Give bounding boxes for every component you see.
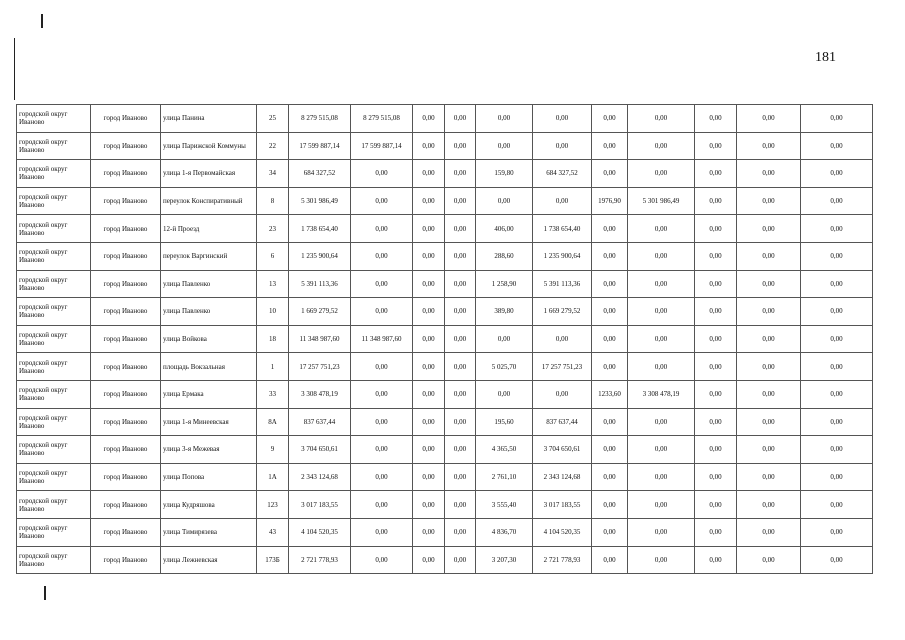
cost-col-13-cell: 0,00 [695,215,737,243]
cost-col-8-cell: 0,00 [445,132,476,160]
city-cell: город Иваново [91,518,161,546]
cost-col-15-cell: 0,00 [801,491,873,519]
cost-col-14-cell: 0,00 [737,215,801,243]
cost-col-14-cell: 0,00 [737,463,801,491]
street-cell: площадь Вокзальная [161,353,257,381]
total-cost-cell: 17 257 751,23 [289,353,351,381]
cost-col-10-cell: 5 391 113,36 [533,270,592,298]
cost-col-14-cell: 0,00 [737,408,801,436]
street-cell: улица Парижской Коммуны [161,132,257,160]
cost-col-14-cell: 0,00 [737,518,801,546]
cost-col-6-cell: 0,00 [351,215,413,243]
area-cell: 288,60 [476,242,533,270]
cost-col-12-cell: 0,00 [628,132,695,160]
cost-col-14-cell: 0,00 [737,187,801,215]
cost-col-15-cell: 0,00 [801,298,873,326]
cost-col-6-cell: 0,00 [351,353,413,381]
cost-col-6-cell: 0,00 [351,518,413,546]
cost-col-14-cell: 0,00 [737,160,801,188]
total-cost-cell: 3 704 650,61 [289,436,351,464]
total-cost-cell: 4 104 520,35 [289,518,351,546]
cost-col-7-cell: 0,00 [413,408,445,436]
cost-col-12-cell: 0,00 [628,353,695,381]
table-row [17,463,873,491]
total-cost-cell: 5 391 113,36 [289,270,351,298]
area-col-11-cell: 0,00 [592,160,628,188]
total-cost-cell: 684 327,52 [289,160,351,188]
municipality-cell: городской округ Иваново [17,408,91,436]
cost-col-15-cell: 0,00 [801,546,873,574]
cost-col-7-cell: 0,00 [413,187,445,215]
cost-col-15-cell: 0,00 [801,380,873,408]
house-number-cell: 8А [257,408,289,436]
cost-col-6-cell: 8 279 515,08 [351,105,413,133]
cost-col-13-cell: 0,00 [695,270,737,298]
cost-col-12-cell: 5 301 986,49 [628,187,695,215]
municipality-cell: городской округ Иваново [17,215,91,243]
city-cell: город Иваново [91,270,161,298]
cost-col-6-cell: 0,00 [351,408,413,436]
area-col-11-cell: 0,00 [592,325,628,353]
house-number-cell: 43 [257,518,289,546]
cost-col-7-cell: 0,00 [413,491,445,519]
table-row [17,215,873,243]
data-table [16,104,873,574]
cost-col-14-cell: 0,00 [737,325,801,353]
cost-col-8-cell: 0,00 [445,546,476,574]
area-col-11-cell: 0,00 [592,491,628,519]
street-cell: 12-й Проезд [161,215,257,243]
cost-col-12-cell: 0,00 [628,242,695,270]
area-col-11-cell: 1233,60 [592,380,628,408]
cost-col-15-cell: 0,00 [801,132,873,160]
cost-col-6-cell: 0,00 [351,546,413,574]
cost-col-7-cell: 0,00 [413,380,445,408]
table-row [17,270,873,298]
cost-col-15-cell: 0,00 [801,187,873,215]
cost-col-8-cell: 0,00 [445,187,476,215]
cost-col-7-cell: 0,00 [413,132,445,160]
area-col-11-cell: 0,00 [592,270,628,298]
cost-col-8-cell: 0,00 [445,463,476,491]
house-number-cell: 123 [257,491,289,519]
area-col-11-cell: 0,00 [592,298,628,326]
cost-col-13-cell: 0,00 [695,105,737,133]
cost-col-7-cell: 0,00 [413,270,445,298]
cost-col-15-cell: 0,00 [801,215,873,243]
table-row [17,380,873,408]
house-number-cell: 13 [257,270,289,298]
house-number-cell: 9 [257,436,289,464]
street-cell: улица Тимирязева [161,518,257,546]
city-cell: город Иваново [91,546,161,574]
cost-col-12-cell: 0,00 [628,215,695,243]
cost-col-8-cell: 0,00 [445,325,476,353]
cost-col-15-cell: 0,00 [801,325,873,353]
area-col-11-cell: 0,00 [592,132,628,160]
street-cell: улица Лежневская [161,546,257,574]
cost-col-13-cell: 0,00 [695,187,737,215]
cost-col-15-cell: 0,00 [801,105,873,133]
city-cell: город Иваново [91,160,161,188]
municipality-cell: городской округ Иваново [17,242,91,270]
cost-col-7-cell: 0,00 [413,325,445,353]
cost-col-12-cell: 0,00 [628,160,695,188]
street-cell: улица Павленко [161,298,257,326]
table-row [17,132,873,160]
cost-col-13-cell: 0,00 [695,242,737,270]
cost-col-10-cell: 3 704 650,61 [533,436,592,464]
cost-col-8-cell: 0,00 [445,380,476,408]
cost-col-14-cell: 0,00 [737,380,801,408]
cost-col-14-cell: 0,00 [737,270,801,298]
cost-col-12-cell: 0,00 [628,518,695,546]
cost-col-10-cell: 1 669 279,52 [533,298,592,326]
cost-col-15-cell: 0,00 [801,436,873,464]
cost-col-8-cell: 0,00 [445,408,476,436]
table-row [17,518,873,546]
cost-col-10-cell: 684 327,52 [533,160,592,188]
cost-col-13-cell: 0,00 [695,436,737,464]
cost-col-8-cell: 0,00 [445,215,476,243]
cost-col-13-cell: 0,00 [695,325,737,353]
house-number-cell: 33 [257,380,289,408]
table-row [17,546,873,574]
area-cell: 0,00 [476,187,533,215]
city-cell: город Иваново [91,353,161,381]
street-cell: переулок Варгинский [161,242,257,270]
street-cell: улица 3-я Межевая [161,436,257,464]
cost-col-15-cell: 0,00 [801,353,873,381]
table-row [17,187,873,215]
municipality-cell: городской округ Иваново [17,160,91,188]
cost-col-8-cell: 0,00 [445,105,476,133]
cost-col-10-cell: 0,00 [533,380,592,408]
scan-mark-bottom [44,586,46,600]
cost-col-13-cell: 0,00 [695,353,737,381]
cost-col-7-cell: 0,00 [413,298,445,326]
cost-col-7-cell: 0,00 [413,353,445,381]
cost-col-14-cell: 0,00 [737,298,801,326]
cost-col-7-cell: 0,00 [413,546,445,574]
municipality-cell: городской округ Иваново [17,546,91,574]
municipality-cell: городской округ Иваново [17,105,91,133]
area-cell: 1 258,90 [476,270,533,298]
table-row [17,325,873,353]
cost-col-13-cell: 0,00 [695,298,737,326]
area-col-11-cell: 0,00 [592,436,628,464]
municipality-cell: городской округ Иваново [17,132,91,160]
total-cost-cell: 2 343 124,68 [289,463,351,491]
cost-col-15-cell: 0,00 [801,518,873,546]
house-number-cell: 34 [257,160,289,188]
total-cost-cell: 1 235 900,64 [289,242,351,270]
table-row [17,491,873,519]
house-number-cell: 10 [257,298,289,326]
total-cost-cell: 3 308 478,19 [289,380,351,408]
cost-col-13-cell: 0,00 [695,463,737,491]
cost-col-14-cell: 0,00 [737,546,801,574]
cost-col-12-cell: 0,00 [628,436,695,464]
municipality-cell: городской округ Иваново [17,270,91,298]
total-cost-cell: 837 637,44 [289,408,351,436]
cost-col-10-cell: 1 235 900,64 [533,242,592,270]
street-cell: улица Ермака [161,380,257,408]
city-cell: город Иваново [91,380,161,408]
cost-col-6-cell: 17 599 887,14 [351,132,413,160]
cost-col-10-cell: 17 257 751,23 [533,353,592,381]
area-col-11-cell: 0,00 [592,215,628,243]
street-cell: улица 1-я Первомайская [161,160,257,188]
cost-col-6-cell: 0,00 [351,160,413,188]
cost-col-10-cell: 2 721 778,93 [533,546,592,574]
street-cell: улица Попова [161,463,257,491]
total-cost-cell: 5 301 986,49 [289,187,351,215]
area-cell: 0,00 [476,380,533,408]
cost-col-12-cell: 0,00 [628,105,695,133]
city-cell: город Иваново [91,215,161,243]
area-cell: 0,00 [476,325,533,353]
table-row [17,298,873,326]
area-col-11-cell: 0,00 [592,518,628,546]
cost-col-14-cell: 0,00 [737,491,801,519]
cost-col-15-cell: 0,00 [801,408,873,436]
cost-col-6-cell: 0,00 [351,187,413,215]
cost-col-13-cell: 0,00 [695,380,737,408]
city-cell: город Иваново [91,491,161,519]
cost-col-8-cell: 0,00 [445,242,476,270]
total-cost-cell: 17 599 887,14 [289,132,351,160]
scan-mark-left [14,38,15,100]
area-col-11-cell: 0,00 [592,546,628,574]
area-cell: 195,60 [476,408,533,436]
total-cost-cell: 2 721 778,93 [289,546,351,574]
cost-col-6-cell: 0,00 [351,463,413,491]
cost-col-12-cell: 0,00 [628,298,695,326]
city-cell: город Иваново [91,298,161,326]
city-cell: город Иваново [91,242,161,270]
area-col-11-cell: 0,00 [592,463,628,491]
cost-col-14-cell: 0,00 [737,353,801,381]
cost-col-13-cell: 0,00 [695,491,737,519]
cost-col-10-cell: 0,00 [533,325,592,353]
area-col-11-cell: 0,00 [592,408,628,436]
cost-col-10-cell: 0,00 [533,132,592,160]
cost-col-13-cell: 0,00 [695,408,737,436]
street-cell: улица Павленко [161,270,257,298]
table-row [17,408,873,436]
cost-col-14-cell: 0,00 [737,132,801,160]
city-cell: город Иваново [91,325,161,353]
area-cell: 159,80 [476,160,533,188]
cost-col-7-cell: 0,00 [413,105,445,133]
cost-col-12-cell: 0,00 [628,491,695,519]
house-number-cell: 23 [257,215,289,243]
table-row [17,105,873,133]
scan-mark-top [41,14,43,28]
area-cell: 5 025,70 [476,353,533,381]
cost-col-12-cell: 3 308 478,19 [628,380,695,408]
cost-col-13-cell: 0,00 [695,518,737,546]
city-cell: город Иваново [91,105,161,133]
cost-col-15-cell: 0,00 [801,242,873,270]
cost-col-14-cell: 0,00 [737,105,801,133]
municipality-cell: городской округ Иваново [17,325,91,353]
cost-col-7-cell: 0,00 [413,436,445,464]
cost-col-6-cell: 0,00 [351,242,413,270]
municipality-cell: городской округ Иваново [17,518,91,546]
area-cell: 2 761,10 [476,463,533,491]
cost-col-8-cell: 0,00 [445,518,476,546]
area-cell: 4 836,70 [476,518,533,546]
area-col-11-cell: 1976,90 [592,187,628,215]
street-cell: улица Панина [161,105,257,133]
cost-col-8-cell: 0,00 [445,270,476,298]
cost-col-13-cell: 0,00 [695,132,737,160]
area-cell: 0,00 [476,105,533,133]
city-cell: город Иваново [91,436,161,464]
street-cell: улица Кудряшова [161,491,257,519]
cost-col-13-cell: 0,00 [695,160,737,188]
city-cell: город Иваново [91,132,161,160]
table-row [17,242,873,270]
total-cost-cell: 8 279 515,08 [289,105,351,133]
house-number-cell: 1А [257,463,289,491]
total-cost-cell: 1 669 279,52 [289,298,351,326]
municipality-cell: городской округ Иваново [17,187,91,215]
cost-col-15-cell: 0,00 [801,463,873,491]
area-cell: 0,00 [476,132,533,160]
cost-col-7-cell: 0,00 [413,160,445,188]
street-cell: улица 1-я Минеевская [161,408,257,436]
cost-col-7-cell: 0,00 [413,463,445,491]
cost-col-6-cell: 0,00 [351,270,413,298]
municipality-cell: городской округ Иваново [17,298,91,326]
table-row [17,353,873,381]
cost-col-10-cell: 837 637,44 [533,408,592,436]
cost-col-12-cell: 0,00 [628,408,695,436]
cost-col-6-cell: 0,00 [351,491,413,519]
area-cell: 406,00 [476,215,533,243]
city-cell: город Иваново [91,408,161,436]
cost-col-8-cell: 0,00 [445,353,476,381]
cost-col-7-cell: 0,00 [413,215,445,243]
cost-col-6-cell: 11 348 987,60 [351,325,413,353]
cost-col-10-cell: 4 104 520,35 [533,518,592,546]
house-number-cell: 22 [257,132,289,160]
municipality-cell: городской округ Иваново [17,436,91,464]
cost-col-10-cell: 1 738 654,40 [533,215,592,243]
cost-col-12-cell: 0,00 [628,463,695,491]
cost-col-10-cell: 2 343 124,68 [533,463,592,491]
total-cost-cell: 11 348 987,60 [289,325,351,353]
table-row [17,160,873,188]
page-number: 181 [815,50,836,65]
house-number-cell: 25 [257,105,289,133]
cost-col-10-cell: 0,00 [533,105,592,133]
city-cell: город Иваново [91,463,161,491]
cost-col-12-cell: 0,00 [628,270,695,298]
cost-col-10-cell: 3 017 183,55 [533,491,592,519]
area-cell: 4 365,50 [476,436,533,464]
cost-col-6-cell: 0,00 [351,436,413,464]
city-cell: город Иваново [91,187,161,215]
house-number-cell: 18 [257,325,289,353]
total-cost-cell: 3 017 183,55 [289,491,351,519]
cost-col-14-cell: 0,00 [737,242,801,270]
area-cell: 3 555,40 [476,491,533,519]
cost-col-8-cell: 0,00 [445,491,476,519]
cost-col-15-cell: 0,00 [801,160,873,188]
municipality-cell: городской округ Иваново [17,353,91,381]
cost-col-8-cell: 0,00 [445,160,476,188]
cost-col-6-cell: 0,00 [351,298,413,326]
cost-col-15-cell: 0,00 [801,270,873,298]
house-number-cell: 8 [257,187,289,215]
cost-col-13-cell: 0,00 [695,546,737,574]
street-cell: переулок Конспиративный [161,187,257,215]
cost-col-12-cell: 0,00 [628,546,695,574]
area-col-11-cell: 0,00 [592,242,628,270]
table-row [17,436,873,464]
cost-col-10-cell: 0,00 [533,187,592,215]
street-cell: улица Войкова [161,325,257,353]
house-number-cell: 1 [257,353,289,381]
cost-col-7-cell: 0,00 [413,242,445,270]
cost-col-8-cell: 0,00 [445,436,476,464]
house-number-cell: 6 [257,242,289,270]
cost-col-12-cell: 0,00 [628,325,695,353]
area-cell: 389,80 [476,298,533,326]
municipality-cell: городской округ Иваново [17,380,91,408]
house-number-cell: 173Б [257,546,289,574]
area-cell: 3 207,30 [476,546,533,574]
cost-col-14-cell: 0,00 [737,436,801,464]
cost-col-6-cell: 0,00 [351,380,413,408]
municipality-cell: городской округ Иваново [17,463,91,491]
total-cost-cell: 1 738 654,40 [289,215,351,243]
cost-col-7-cell: 0,00 [413,518,445,546]
municipality-cell: городской округ Иваново [17,491,91,519]
area-col-11-cell: 0,00 [592,353,628,381]
cost-col-8-cell: 0,00 [445,298,476,326]
area-col-11-cell: 0,00 [592,105,628,133]
